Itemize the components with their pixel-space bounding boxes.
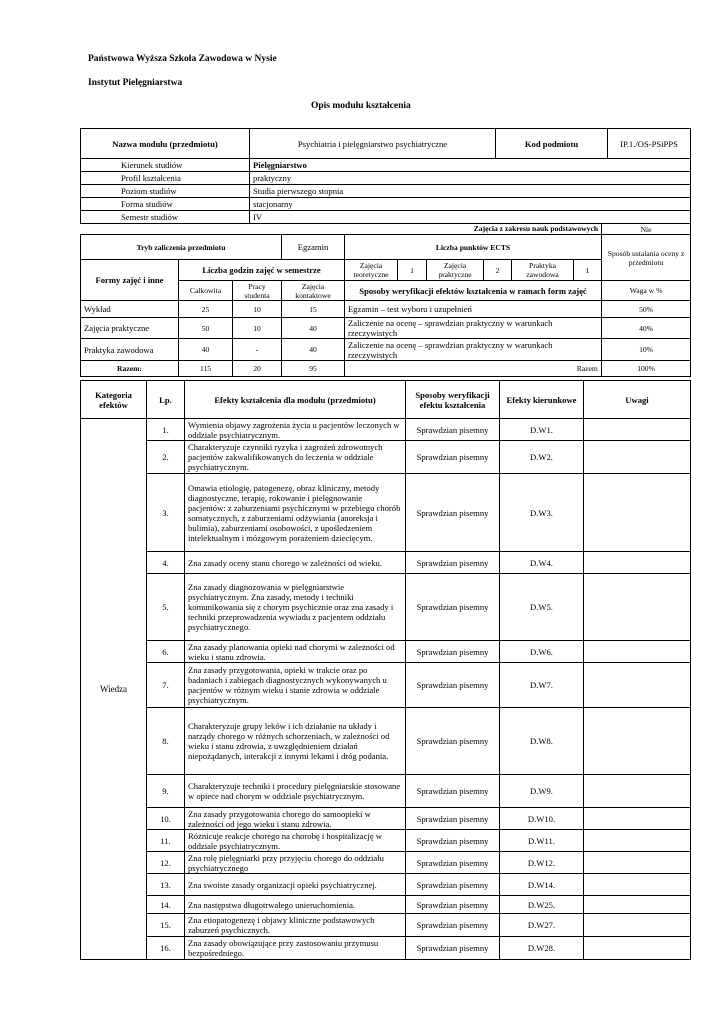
form-name: Zajęcia praktyczne	[81, 318, 179, 339]
grading-method-label: Sposób ustalania oceny z przedmiotu	[602, 235, 691, 281]
form-total: 40	[179, 339, 233, 361]
razem-label-right: Razem	[574, 361, 602, 377]
effect-code: D.W3.	[500, 474, 584, 552]
exam-mode-value: Egzamin	[282, 235, 345, 260]
effect-row	[81, 663, 691, 708]
effect-text: Omawia etiologię, patogenezę, obraz kliniczny, metody diagnostyczne, terapię, rokowanie i pielęgnowanie pacjentów: z zaburzeniami psychicznymi w przebiegu chorób somatycznych, z zaburzeniami odżywiania (anoreksja i bulimia), zaburzeniami osobowości, z upośledzeniem intelektualnym i mózgowym porażeniem dziecięcym.	[185, 474, 406, 552]
effect-text: Zna zasady planowania opieki nad chorymi w zależności od wieku i stanu zdrowia.	[185, 641, 406, 663]
effect-code: D.W14.	[500, 874, 584, 896]
effect-lp: 10.	[147, 808, 185, 830]
effect-text: Zna następstwa długotrwałego unieruchomienia.	[185, 896, 406, 914]
effect-text: Zna zasady oceny stanu chorego w zależności od wieku.	[185, 552, 406, 574]
effect-lp: 8.	[147, 708, 185, 775]
effect-row	[81, 808, 691, 830]
course-forms-table	[80, 223, 691, 377]
effect-lp: 9.	[147, 775, 185, 808]
form-name: Praktyka zawodowa	[81, 339, 179, 361]
effect-code: D.W27.	[500, 914, 584, 937]
effect-verification: Sprawdzian pisemny	[406, 808, 500, 830]
effect-verification: Sprawdzian pisemny	[406, 896, 500, 914]
info-row	[81, 198, 691, 211]
effect-code: D.W1.	[500, 419, 584, 441]
exam-mode-label: Tryb zaliczenia przedmiotu	[81, 235, 282, 260]
study-details-table	[80, 158, 691, 224]
form-row	[81, 318, 691, 339]
effect-row	[81, 419, 691, 441]
effect-verification: Sprawdzian pisemny	[406, 552, 500, 574]
effect-lp: 11.	[147, 830, 185, 852]
form-contact: 40	[282, 318, 345, 339]
razem-contact: 95	[282, 361, 345, 377]
info-row	[81, 185, 691, 198]
module-code-label: Kod podmiotu	[496, 129, 608, 159]
effect-text: Zna swoiste zasady organizacji opieki psychiatrycznej.	[185, 874, 406, 896]
effect-code: D.W9.	[500, 775, 584, 808]
razem-weight: 100%	[602, 361, 691, 377]
effect-lp: 1.	[147, 419, 185, 441]
effect-row	[81, 474, 691, 552]
effect-verification: Sprawdzian pisemny	[406, 937, 500, 960]
razem-total: 115	[179, 361, 233, 377]
practical-label: Zajęcia praktyczne	[427, 260, 484, 281]
form-weight: 40%	[602, 318, 691, 339]
effect-lp: 4.	[147, 552, 185, 574]
effect-notes	[584, 808, 691, 830]
info-row-value: praktyczny	[250, 172, 691, 185]
razem-student: 20	[233, 361, 282, 377]
effect-text: Zna etiopatogenezę i objawy kliniczne podstawowych zaburzeń psychicznych.	[185, 914, 406, 937]
form-student: 10	[233, 318, 282, 339]
effect-notes	[584, 474, 691, 552]
effect-text: Zna rolę pielęgniarki przy przyjęciu chorego do oddziału psychiatrycznego	[185, 852, 406, 874]
effect-text: Wymienia objawy zagrożenia życia u pacjentów leczonych w oddziale psychiatrycznym.	[185, 419, 406, 441]
effect-lp: 3.	[147, 474, 185, 552]
basic-sciences-value: Nie	[602, 224, 691, 235]
effect-notes	[584, 641, 691, 663]
directional-effects-header: Efekty kierunkowe	[500, 381, 584, 419]
form-contact: 15	[282, 301, 345, 318]
effect-row	[81, 441, 691, 474]
learning-outcomes-table	[80, 380, 691, 960]
effect-notes	[584, 552, 691, 574]
basic-sciences-label: Zajęcia z zakresu nauk podstawowych	[81, 224, 602, 235]
effect-lp: 15.	[147, 914, 185, 937]
info-row-label: Semestr studiów	[81, 211, 250, 224]
effect-code: D.W5.	[500, 574, 584, 641]
effect-notes	[584, 852, 691, 874]
lp-header: Lp.	[147, 381, 185, 419]
effect-verification: Sprawdzian pisemny	[406, 663, 500, 708]
effect-row	[81, 830, 691, 852]
effect-notes	[584, 441, 691, 474]
form-student: -	[233, 339, 282, 361]
col-contact-label: Zajęcia kontaktowe	[282, 281, 345, 301]
category-cell: Wiedza	[81, 419, 147, 960]
effect-verification: Sprawdzian pisemny	[406, 830, 500, 852]
effect-notes	[584, 663, 691, 708]
verification-header: Sposoby weryfikacji efektu kształcenia	[406, 381, 500, 419]
effect-verification: Sprawdzian pisemny	[406, 775, 500, 808]
effect-notes	[584, 419, 691, 441]
effect-verification: Sprawdzian pisemny	[406, 874, 500, 896]
effect-code: D.W10.	[500, 808, 584, 830]
effect-lp: 14.	[147, 896, 185, 914]
institute-name: Instytut Pielęgniarstwa	[88, 78, 183, 88]
theory-label: Zajęcia teoretyczne	[345, 260, 398, 281]
ects-label: Liczba punktów ECTS	[345, 235, 602, 260]
effect-text: Różnicuje reakcje chorego na chorobę i hospitalizację w oddziale psychiatrycznym.	[185, 830, 406, 852]
form-row	[81, 301, 691, 318]
razem-label: Razem:	[81, 361, 179, 377]
effect-text: Charakteryzuje techniki i procedury pielęgniarskie stosowane w opiece nad chorym w oddziale psychiatrycznym.	[185, 775, 406, 808]
school-name: Państwowa Wyższa Szkoła Zawodowa w Nysie	[88, 54, 277, 64]
forms-label: Formy zajęć i inne	[81, 260, 179, 301]
hours-label: Liczba godzin zajęć w semestrze	[179, 260, 345, 281]
effect-notes	[584, 574, 691, 641]
effect-text: Zna zasady przygotowania chorego do samoopieki w zależności od jego wieku i stanu zdrowia.	[185, 808, 406, 830]
form-verification: Zaliczenie na ocenę – sprawdzian praktyczny w warunkach rzeczywistych	[345, 318, 602, 339]
document-title: Opis modułu kształcenia	[311, 101, 411, 111]
effect-notes	[584, 775, 691, 808]
effect-lp: 2.	[147, 441, 185, 474]
effect-verification: Sprawdzian pisemny	[406, 574, 500, 641]
verification-methods-label: Sposoby weryfikacji efektów kształcenia w ramach form zajęć	[345, 281, 602, 301]
form-verification: Zaliczenie na ocenę – sprawdzian praktyczny w warunkach rzeczywistych	[345, 339, 602, 361]
effect-notes	[584, 708, 691, 775]
form-verification: Egzamin – test wyboru i uzupełnień	[345, 301, 602, 318]
info-row-label: Profil kształcenia	[81, 172, 250, 185]
effect-code: D.W7.	[500, 663, 584, 708]
effect-verification: Sprawdzian pisemny	[406, 641, 500, 663]
effect-verification: Sprawdzian pisemny	[406, 852, 500, 874]
effect-code: D.W28.	[500, 937, 584, 960]
effect-row	[81, 574, 691, 641]
col-total-label: Całkowita	[179, 281, 233, 301]
effect-code: D.W4.	[500, 552, 584, 574]
form-weight: 10%	[602, 339, 691, 361]
effect-code: D.W2.	[500, 441, 584, 474]
practical-ects: 2	[484, 260, 512, 281]
info-row-label: Forma studiów	[81, 198, 250, 211]
category-header: Kategoria efektów	[81, 381, 147, 419]
effect-lp: 6.	[147, 641, 185, 663]
effect-notes	[584, 914, 691, 937]
effect-lp: 7.	[147, 663, 185, 708]
info-row-value: IV	[250, 211, 691, 224]
effect-code: D.W25.	[500, 896, 584, 914]
info-row-value: stacjonarny	[250, 198, 691, 211]
theory-ects: 1	[398, 260, 427, 281]
effect-row	[81, 852, 691, 874]
effect-notes	[584, 937, 691, 960]
internship-label: Praktyka zawodowa	[512, 260, 574, 281]
weight-label: Waga w %	[602, 281, 691, 301]
col-student-label: Pracy studenta	[233, 281, 282, 301]
effect-verification: Sprawdzian pisemny	[406, 708, 500, 775]
effect-lp: 16.	[147, 937, 185, 960]
info-row-label: Poziom studiów	[81, 185, 250, 198]
module-code-value: IP.1./OS-PSiPPS	[608, 129, 691, 159]
effect-verification: Sprawdzian pisemny	[406, 474, 500, 552]
effect-verification: Sprawdzian pisemny	[406, 419, 500, 441]
effect-row	[81, 896, 691, 914]
effects-header: Efekty kształcenia dla modułu (przedmiotu)	[185, 381, 406, 419]
effect-row	[81, 914, 691, 937]
effect-row	[81, 775, 691, 808]
effect-verification: Sprawdzian pisemny	[406, 914, 500, 937]
info-row-value: Pielęgniarstwo	[250, 159, 691, 172]
form-name: Wykład	[81, 301, 179, 318]
form-total: 50	[179, 318, 233, 339]
info-row-value: Studia pierwszego stopnia	[250, 185, 691, 198]
effect-row	[81, 937, 691, 960]
effect-text: Zna zasady przygotowania, opieki w trakcie oraz po badaniach i zabiegach diagnostycznych wykonywanych u pacjentów w różnym wieku i stanie zdrowia w oddziale psychiatrycznym.	[185, 663, 406, 708]
effect-row	[81, 641, 691, 663]
effect-lp: 12.	[147, 852, 185, 874]
form-contact: 40	[282, 339, 345, 361]
effect-text: Zna zasady diagnozowania w pielęgniarstwie psychiatrycznym. Zna zasady, metody i techniki komunikowania się z chorym psychicznie oraz zna zasady i techniki przeprowadzenia wywiadu z pacjentem oddziału psychiatrycznego.	[185, 574, 406, 641]
effect-code: D.W8.	[500, 708, 584, 775]
module-info-table	[80, 128, 691, 159]
effect-lp: 5.	[147, 574, 185, 641]
info-row-label: Kierunek studiów	[81, 159, 250, 172]
module-name-label: Nazwa modułu (przedmiotu)	[81, 129, 250, 159]
effect-text: Zna zasady obowiązujące przy zastosowaniu przymusu bezpośredniego.	[185, 937, 406, 960]
form-student: 10	[233, 301, 282, 318]
effect-notes	[584, 874, 691, 896]
effect-text: Charakteryzuje grupy leków i ich działanie na układy i narządy chorego w różnych schorzeniach, w zależności od wieku i stanu zdrowia, z uwzględnieniem działań niepożądanych, interakcji z innymi lekami i dróg podania.	[185, 708, 406, 775]
effect-text: Charakteryzuje czynniki ryzyka i zagrożeń zdrowotnych pacjentów zakwalifikowanych do leczenia w oddziale psychiatrycznym.	[185, 441, 406, 474]
effect-lp: 13.	[147, 874, 185, 896]
form-total: 25	[179, 301, 233, 318]
info-row	[81, 159, 691, 172]
module-name-value: Psychiatria i pielęgniarstwo psychiatryczne	[250, 129, 496, 159]
effect-code: D.W12.	[500, 852, 584, 874]
effect-row	[81, 874, 691, 896]
effect-row	[81, 708, 691, 775]
effect-code: D.W6.	[500, 641, 584, 663]
effect-row	[81, 552, 691, 574]
effect-notes	[584, 830, 691, 852]
notes-header: Uwagi	[584, 381, 691, 419]
effect-notes	[584, 896, 691, 914]
info-row	[81, 211, 691, 224]
form-weight: 50%	[602, 301, 691, 318]
info-row	[81, 172, 691, 185]
effect-code: D.W11.	[500, 830, 584, 852]
effect-verification: Sprawdzian pisemny	[406, 441, 500, 474]
form-row	[81, 339, 691, 361]
internship-ects: 1	[574, 260, 602, 281]
